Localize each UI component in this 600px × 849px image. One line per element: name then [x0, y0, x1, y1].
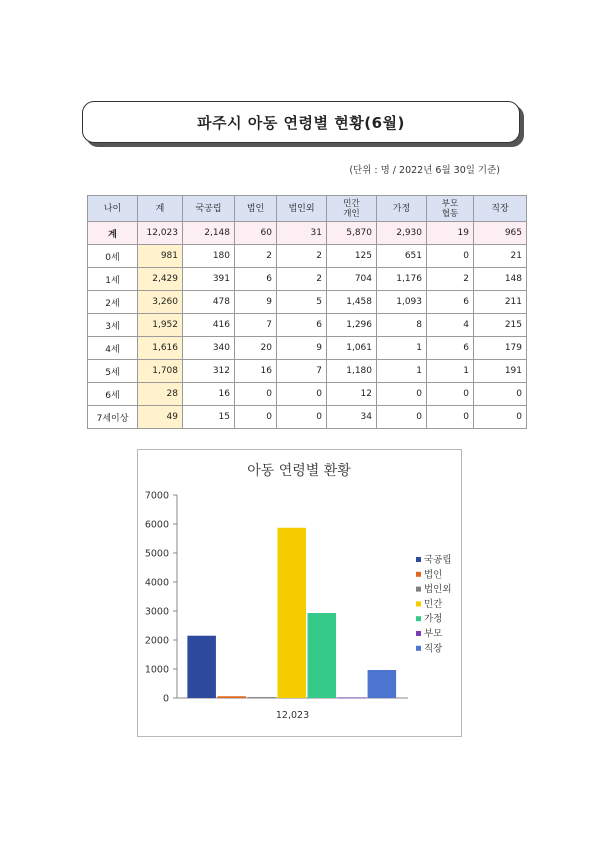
- value-cell: 6: [277, 314, 327, 337]
- age-cell: 0세: [88, 245, 138, 268]
- value-cell: 1,180: [327, 360, 377, 383]
- value-cell: 31: [277, 222, 327, 245]
- value-cell: 211: [474, 291, 527, 314]
- value-cell: 6: [235, 268, 277, 291]
- value-cell: 0: [277, 383, 327, 406]
- value-cell: 1,952: [138, 314, 183, 337]
- table-row: [88, 337, 527, 360]
- value-cell: 0: [474, 383, 527, 406]
- value-cell: 2,429: [138, 268, 183, 291]
- value-cell: 704: [327, 268, 377, 291]
- value-cell: 5,870: [327, 222, 377, 245]
- column-header: 부모 협동: [427, 196, 474, 222]
- column-header: 직장: [474, 196, 527, 222]
- y-tick-label: 4000: [144, 577, 169, 589]
- legend-swatch: [416, 646, 421, 651]
- bar-민간: [277, 528, 306, 698]
- value-cell: 2,148: [183, 222, 235, 245]
- value-cell: 20: [235, 337, 277, 360]
- legend-swatch: [416, 557, 421, 562]
- age-status-table: [87, 195, 527, 429]
- bar-부모: [338, 697, 367, 698]
- value-cell: 148: [474, 268, 527, 291]
- value-cell: 7: [235, 314, 277, 337]
- value-cell: 312: [183, 360, 235, 383]
- value-cell: 1,458: [327, 291, 377, 314]
- y-tick-label: 1000: [144, 664, 169, 676]
- column-header: 국공립: [183, 196, 235, 222]
- value-cell: 2: [277, 245, 327, 268]
- value-cell: 2,930: [377, 222, 427, 245]
- value-cell: 21: [474, 245, 527, 268]
- x-tick-label: 12,023: [275, 710, 310, 721]
- value-cell: 965: [474, 222, 527, 245]
- bar-가정: [308, 613, 337, 698]
- value-cell: 6: [427, 337, 474, 360]
- column-header: 나이: [88, 196, 138, 222]
- value-cell: 1,296: [327, 314, 377, 337]
- age-cell: 4세: [88, 337, 138, 360]
- column-header: 가정: [377, 196, 427, 222]
- value-cell: 0: [235, 406, 277, 429]
- table-row: [88, 268, 527, 291]
- legend-label: 국공립: [424, 554, 452, 566]
- value-cell: 1: [377, 337, 427, 360]
- value-cell: 0: [474, 406, 527, 429]
- value-cell: 34: [327, 406, 377, 429]
- value-cell: 215: [474, 314, 527, 337]
- age-cell: 7세이상: [88, 406, 138, 429]
- table-row: [88, 245, 527, 268]
- value-cell: 0: [377, 383, 427, 406]
- value-cell: 7: [277, 360, 327, 383]
- value-cell: 60: [235, 222, 277, 245]
- y-tick-label: 6000: [144, 519, 169, 531]
- value-cell: 1,176: [377, 268, 427, 291]
- value-cell: 9: [235, 291, 277, 314]
- value-cell: 180: [183, 245, 235, 268]
- table-row-total: [88, 222, 527, 245]
- legend-swatch: [416, 572, 421, 577]
- age-cell: 3세: [88, 314, 138, 337]
- legend-label: 직장: [424, 643, 443, 655]
- value-cell: 0: [427, 245, 474, 268]
- table-row: [88, 360, 527, 383]
- column-header: 법인: [235, 196, 277, 222]
- table-row: [88, 314, 527, 337]
- value-cell: 1,061: [327, 337, 377, 360]
- value-cell: 28: [138, 383, 183, 406]
- value-cell: 2: [277, 268, 327, 291]
- chart-title: 아동 연령별 환황: [247, 463, 351, 479]
- value-cell: 15: [183, 406, 235, 429]
- y-tick-label: 5000: [144, 548, 169, 560]
- column-header: 법인외: [277, 196, 327, 222]
- legend-label: 부모: [424, 628, 443, 640]
- age-cell: 5세: [88, 360, 138, 383]
- value-cell: 9: [277, 337, 327, 360]
- value-cell: 651: [377, 245, 427, 268]
- legend-swatch: [416, 587, 421, 592]
- bar-국공립: [187, 636, 216, 698]
- y-tick-label: 3000: [144, 606, 169, 618]
- value-cell: 340: [183, 337, 235, 360]
- unit-note: (단위 : 명 / 2022년 6월 30일 기준): [349, 165, 500, 176]
- legend-label: 법인외: [424, 584, 452, 596]
- bar-법인: [217, 696, 246, 698]
- table-row: [88, 406, 527, 429]
- table-body: [88, 222, 527, 429]
- value-cell: 0: [427, 406, 474, 429]
- value-cell: 981: [138, 245, 183, 268]
- value-cell: 3,260: [138, 291, 183, 314]
- value-cell: 1,093: [377, 291, 427, 314]
- value-cell: 4: [427, 314, 474, 337]
- value-cell: 1,708: [138, 360, 183, 383]
- value-cell: 5: [277, 291, 327, 314]
- value-cell: 12: [327, 383, 377, 406]
- value-cell: 1: [427, 360, 474, 383]
- y-tick-label: 2000: [144, 635, 169, 647]
- legend-swatch: [416, 631, 421, 636]
- value-cell: 6: [427, 291, 474, 314]
- value-cell: 191: [474, 360, 527, 383]
- value-cell: 1: [377, 360, 427, 383]
- chart-frame: [137, 449, 462, 737]
- legend-label: 법인: [424, 569, 443, 581]
- value-cell: 8: [377, 314, 427, 337]
- bar-chart: [138, 450, 461, 736]
- legend-swatch: [416, 616, 421, 621]
- value-cell: 12,023: [138, 222, 183, 245]
- value-cell: 0: [377, 406, 427, 429]
- value-cell: 49: [138, 406, 183, 429]
- value-cell: 19: [427, 222, 474, 245]
- value-cell: 416: [183, 314, 235, 337]
- legend-swatch: [416, 601, 421, 606]
- legend-label: 민간: [424, 598, 443, 610]
- page-title: 파주시 아동 연령별 현황(6월): [197, 113, 405, 132]
- value-cell: 2: [235, 245, 277, 268]
- value-cell: 179: [474, 337, 527, 360]
- age-cell: 2세: [88, 291, 138, 314]
- value-cell: 125: [327, 245, 377, 268]
- age-cell: 계: [88, 222, 138, 245]
- value-cell: 478: [183, 291, 235, 314]
- value-cell: 16: [235, 360, 277, 383]
- value-cell: 0: [235, 383, 277, 406]
- age-cell: 1세: [88, 268, 138, 291]
- y-tick-label: 7000: [144, 490, 169, 502]
- age-cell: 6세: [88, 383, 138, 406]
- bar-직장: [368, 670, 397, 698]
- table-row: [88, 383, 527, 406]
- legend-label: 가정: [424, 613, 443, 625]
- value-cell: 391: [183, 268, 235, 291]
- value-cell: 0: [427, 383, 474, 406]
- column-header: 민간 개인: [327, 196, 377, 222]
- column-header: 계: [138, 196, 183, 222]
- value-cell: 16: [183, 383, 235, 406]
- value-cell: 1,616: [138, 337, 183, 360]
- y-tick-label: 0: [162, 693, 169, 705]
- value-cell: 2: [427, 268, 474, 291]
- bar-법인외: [247, 697, 276, 698]
- table-header: [88, 196, 527, 222]
- value-cell: 0: [277, 406, 327, 429]
- table-row: [88, 291, 527, 314]
- page-title-box: [82, 101, 520, 143]
